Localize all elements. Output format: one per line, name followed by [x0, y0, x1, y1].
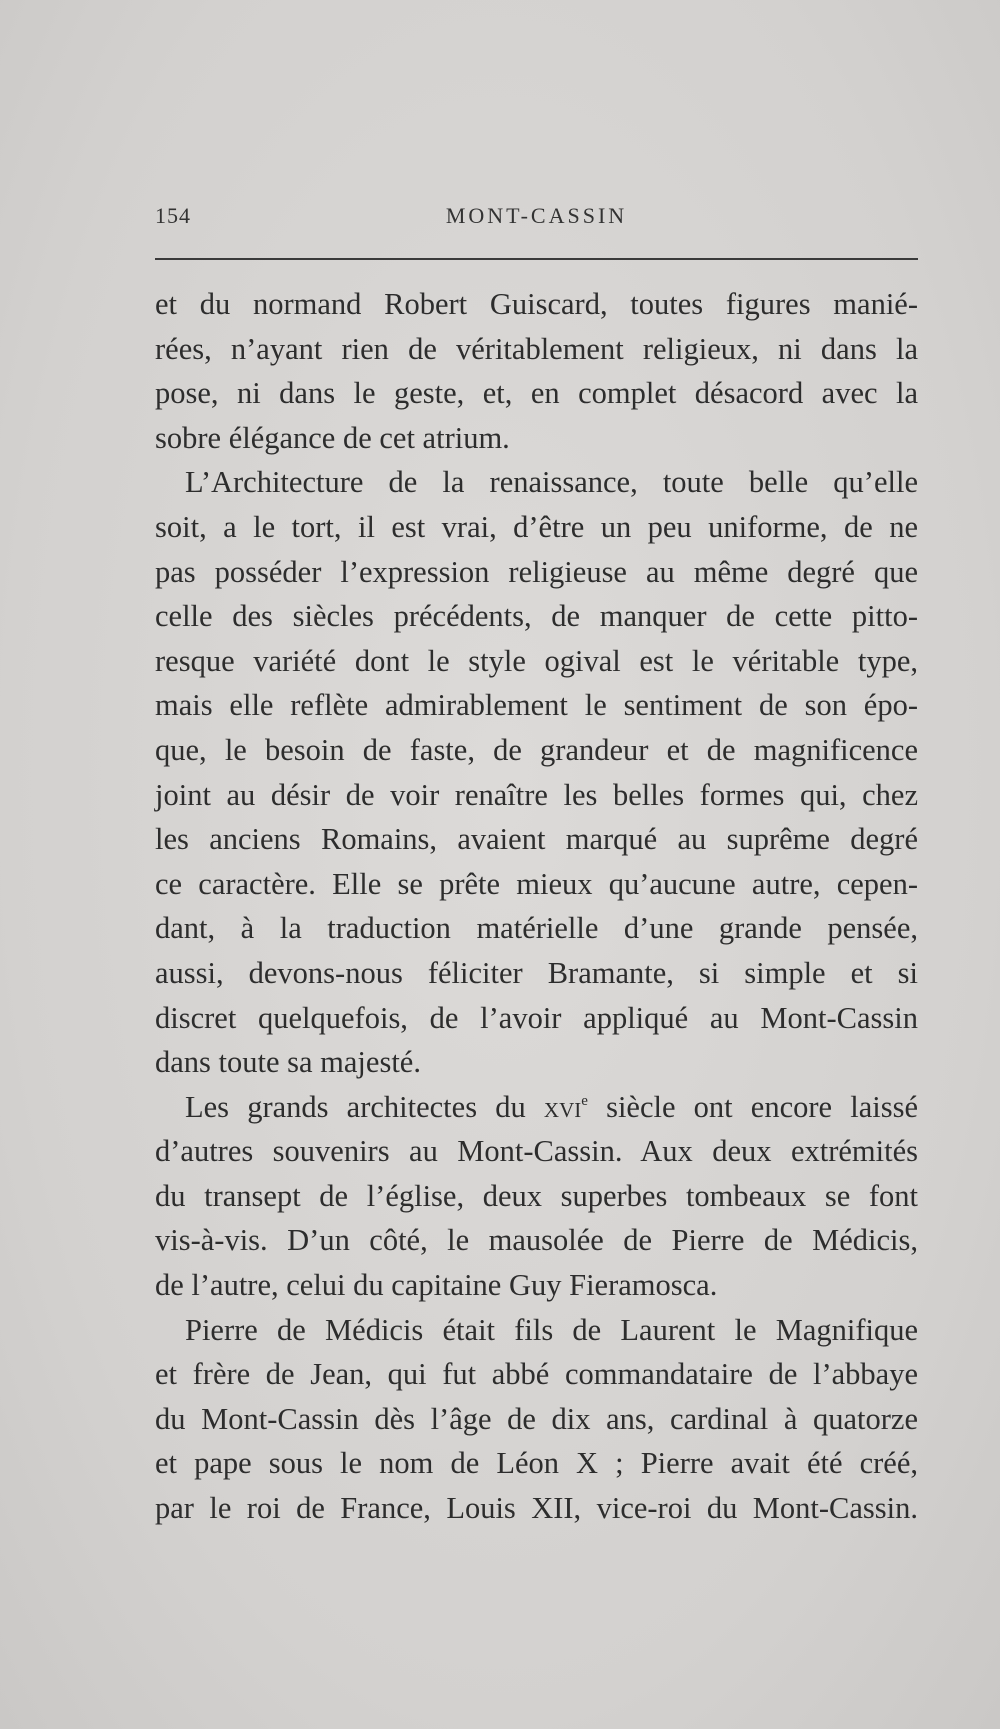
text-line: et du normand Robert Guiscard, toutes figures manié-	[155, 287, 918, 321]
body-text	[155, 282, 918, 1531]
text-line: que, le besoin de faste, de grandeur et de magnificence	[155, 732, 918, 767]
text-line: soit, a le tort, il est vrai, d’être un peu uniforme, de ne	[155, 509, 918, 544]
text-line: resque variété dont le style ogival est le véritable type,	[155, 643, 918, 678]
text-line: du Mont-Cassin dès l’âge de dix ans, cardinal à quatorze	[155, 1401, 918, 1436]
text-line: sobre élégance de cet atrium.	[155, 420, 510, 455]
text-line: et pape sous le nom de Léon X ; Pierre avait été créé,	[155, 1446, 918, 1481]
text-line: celle des siècles précédents, de manquer de cette pitto-	[155, 599, 918, 634]
header-rule	[155, 258, 918, 260]
text-line: dans toute sa majesté.	[155, 1045, 421, 1080]
superscript: e	[581, 1092, 588, 1109]
text-line: les anciens Romains, avaient marqué au suprême degré	[155, 822, 918, 857]
text-line: mais elle reflète admirablement le sentiment de son épo-	[155, 688, 918, 723]
text-fragment: Les grands architectes du	[185, 1089, 544, 1124]
text-line: d’autres souvenirs au Mont-Cassin. Aux deux extrémités	[155, 1134, 918, 1169]
text-line: pas posséder l’expression religieuse au même degré que	[155, 554, 918, 589]
text-line: Pierre de Médicis était fils de Laurent le Magnifique	[185, 1312, 918, 1347]
text-line: L’Architecture de la renaissance, toute belle qu’elle	[185, 465, 918, 500]
text-line: joint au désir de voir renaître les belles formes qui, chez	[155, 777, 918, 812]
text-line: rées, n’ayant rien de véritablement religieux, ni dans la	[155, 331, 918, 366]
text-line: et frère de Jean, qui fut abbé commandataire de l’abbaye	[155, 1357, 918, 1392]
text-line: aussi, devons-nous féliciter Bramante, si simple et si	[155, 955, 918, 990]
text-line: du transept de l’église, deux superbes tombeaux se font	[155, 1178, 918, 1213]
running-title: MONT-CASSIN	[445, 203, 628, 228]
text-line	[155, 1085, 918, 1130]
text-line: discret quelquefois, de l’avoir appliqué au Mont-Cassin	[155, 1000, 918, 1035]
text-line: de l’autre, celui du capitaine Guy Fieramosca.	[155, 1268, 718, 1303]
page-number: 154	[155, 203, 191, 228]
text-line: pose, ni dans le geste, et, en complet désacord avec la	[155, 376, 918, 411]
text-line: par le roi de France, Louis XII, vice-roi du Mont-Cassin.	[155, 1491, 918, 1526]
century-numeral: xvi	[543, 1089, 582, 1124]
page-header	[155, 203, 918, 233]
text-fragment: siècle ont encore laissé	[587, 1089, 918, 1124]
text-line: vis-à-vis. D’un côté, le mausolée de Pierre de Médicis,	[155, 1223, 918, 1258]
text-line: ce caractère. Elle se prête mieux qu’aucune autre, cepen-	[155, 866, 918, 901]
text-line: dant, à la traduction matérielle d’une grande pensée,	[155, 911, 918, 946]
